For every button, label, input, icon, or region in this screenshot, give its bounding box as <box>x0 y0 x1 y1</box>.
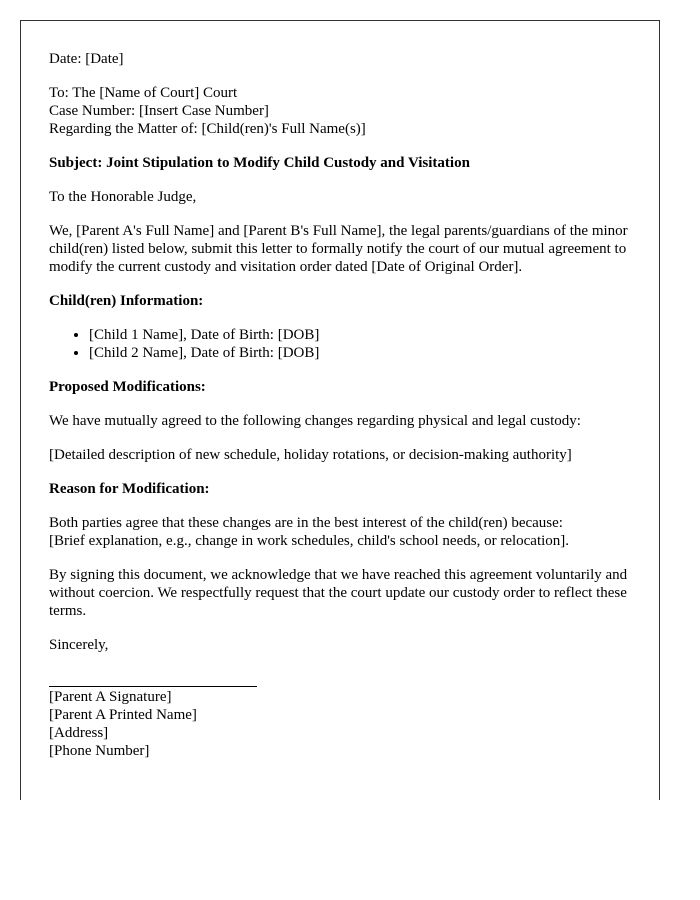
modifications-text: We have mutually agreed to the following changes regarding physical and legal custody: <box>49 413 581 429</box>
letter-page <box>20 20 660 800</box>
signature-label: [Parent A Signature] <box>49 689 172 705</box>
closing: Sincerely, <box>49 637 109 653</box>
children-heading: Child(ren) Information: <box>49 293 204 309</box>
subject-line: Subject: Joint Stipulation to Modify Child Custody and Visitation <box>49 155 470 171</box>
phone-number: [Phone Number] <box>49 743 150 759</box>
address: [Address] <box>49 725 109 741</box>
list-item: • [Child 1 Name], Date of Birth: [DOB] <box>89 326 631 344</box>
regarding-line: Regarding the Matter of: [Child(ren)'s Full Name(s)] <box>49 121 366 137</box>
children-list <box>49 326 631 362</box>
signature-block <box>49 688 631 760</box>
reason-line-1: Both parties agree that these changes are in the best interest of the child(ren) because: <box>49 515 563 531</box>
reason-line-2: [Brief explanation, e.g., change in work schedules, child's school needs, or relocation]. <box>49 533 570 549</box>
date-line: Date: [Date] <box>49 51 124 67</box>
case-number-line: Case Number: [Insert Case Number] <box>49 103 269 119</box>
modifications-detail: [Detailed description of new schedule, holiday rotations, or decision-making authority] <box>49 447 572 463</box>
intro-paragraph: We, [Parent A's Full Name] and [Parent B's Full Name], the legal parents/guardians of the minor child(ren) listed below, submit this letter to formally notify the court of our mutual agreement to modify the current custody and visitation order dated [Date of Original Order]. <box>49 223 628 275</box>
salutation: To the Honorable Judge, <box>49 189 197 205</box>
acknowledgement-paragraph: By signing this document, we acknowledge that we have reached this agreement voluntarily and without coercion. We respectfully request that the court update our custody order to reflect these terms. <box>49 567 628 619</box>
list-item: • [Child 2 Name], Date of Birth: [DOB] <box>89 344 631 362</box>
court-line: To: The [Name of Court] Court <box>49 85 238 101</box>
modifications-heading: Proposed Modifications: <box>49 379 206 395</box>
reason-paragraph <box>49 514 631 550</box>
printed-name: [Parent A Printed Name] <box>49 707 197 723</box>
signature-line <box>49 686 257 687</box>
reason-heading: Reason for Modification: <box>49 481 210 497</box>
recipient-block <box>49 84 631 138</box>
